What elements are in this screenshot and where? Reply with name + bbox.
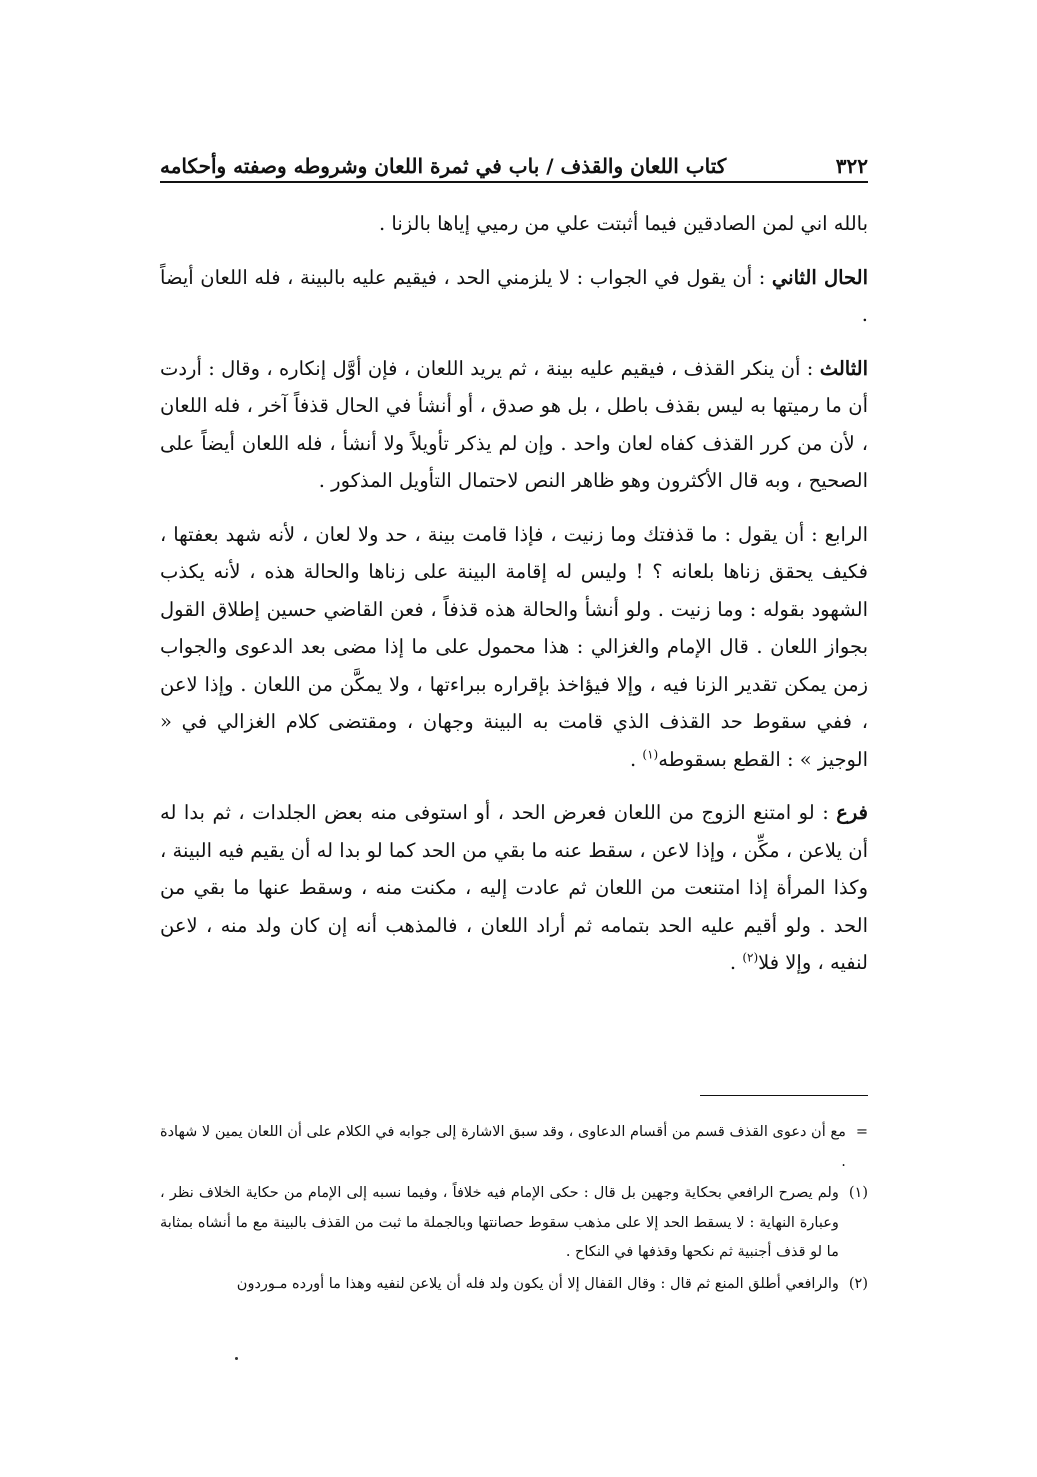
- paragraph-branch: [160, 794, 868, 982]
- paragraph-third-case: [160, 350, 868, 500]
- footnote-continued: [160, 1118, 868, 1177]
- paragraph-fourth-case: [160, 516, 868, 779]
- paragraph-text: الرابع : أن يقول : ما قذفتك وما زنيت ، فإذا قامت بينة ، حد ولا لعان ، لأنه شهد بعفتها ، فكيف يحقق زناها بلعانه ؟ ! وليس له إقامة البينة على زناها والحالة هذه ، لأنه يكذب الشهود بقوله : وما زنيت . ولو أنشأ والحالة هذه قذفاً ، فعن القاضي حسين إطلاق القول بجواز اللعان . قال الإمام والغزالي : هذا محمول على ما إذا مضى بعد الدعوى والجواب زمن يمكن تقدير الزنا فيه ، وإلا فيؤاخذ بإقراره ببراءتها ، ولا يمكَّن من اللعان . وإذا لاعن ، ففي سقوط حد القذف الذي قامت به البينة وجهان ، ومقتضى كلام الغزالي في « الوجيز » : القطع بسقوطه: [160, 522, 868, 771]
- footnote-ref-1: (١): [642, 747, 659, 761]
- paragraph-heading: فرع: [836, 801, 868, 824]
- footnote-text: مع أن دعوى القذف قسم من أقسام الدعاوى ، وقد سبق الاشارة إلى جوابه في الكلام على أن اللعان يمين لا شهادة .: [160, 1124, 846, 1170]
- footnote-divider: [700, 1095, 868, 1096]
- paragraph-heading: الحال الثاني: [771, 265, 868, 289]
- footnote-ref-2: (٢): [742, 950, 759, 965]
- footnotes: [160, 1118, 868, 1301]
- footnote-text: ولم يصرح الرافعي بحكاية وجهين بل قال : حكى الإمام فيه خلافاً ، وفيما نسبه إلى الإمام من حكاية الخلاف نظر ، وعبارة النهاية : لا يسقط الحد إلا على مذهب سقوط حصانتها وبالجملة ما ثبت من القذف بالبينة مع ما أنشاه بمثابة ما لو قذف أجنبية ثم نكحها وقذفها في النكاح .: [160, 1185, 839, 1260]
- paragraph-text: : لو امتنع الزوج من اللعان فعرض الحد ، أو استوفى منه بعض الجلدات ، ثم بدا له أن يلاعن ، مكِّن ، وإذا لاعن ، سقط عنه ما بقي من الحد كما لو بدا له أن يقيم فيه البينة ، وكذا المرأة إذا امتنعت من اللعان ثم عادت إليه ، مكنت منه ، وسقط عنها ما بقي من الحد . ولو أقيم عليه الحد بتمامه ثم أراد اللعان ، فالمذهب أنه إن كان ولد منه ، لاعن لنفيه ، وإلا فلا: [160, 801, 868, 974]
- main-text: [160, 205, 868, 998]
- footnote-text: والرافعي أطلق المنع ثم قال : وقال القفال إلا أن يكون ولد فله أن يلاعن لنفيه وهذا ما أورده مـوردون: [236, 1275, 839, 1292]
- footnote-marker: (١): [848, 1185, 868, 1201]
- footnote-2: [160, 1270, 868, 1300]
- footnote-marker: =: [855, 1124, 868, 1140]
- running-title: كتاب اللعان والقذف / باب في ثمرة اللعان وشروطه وصفته وأحكامه: [160, 154, 727, 178]
- paragraph-oath: [160, 205, 868, 243]
- page-number: ٣٢٢: [835, 154, 868, 178]
- paragraph-end: .: [630, 747, 643, 771]
- paragraph-end: .: [729, 951, 743, 974]
- page-header: [160, 138, 868, 178]
- paragraph-text: : أن يقول في الجواب : لا يلزمني الحد ، فيقيم عليه بالبينة ، فله اللعان أيضاً .: [160, 265, 868, 326]
- paragraph-heading: الثالث: [819, 356, 868, 380]
- footnote-1: [160, 1179, 868, 1268]
- header-divider: [160, 181, 868, 183]
- paragraph-second-case: [160, 259, 868, 334]
- footnote-marker: (٢): [848, 1275, 868, 1292]
- paragraph-text: : أن ينكر القذف ، فيقيم عليه بينة ، ثم يريد اللعان ، فإن أوَّل إنكاره ، وقال : أردت أن ما رميتها به ليس بقذف باطل ، بل هو صدق ، أو أنشأ في الحال قذفاً آخر ، فله اللعان ، لأن من كرر القذف كفاه لعان واحد . وإن لم يذكر تأويلاً ولا أنشأ ، فله اللعان أيضاً على الصحيح ، وبه قال الأكثرون وهو ظاهر النص لاحتمال التأويل المذكور .: [160, 356, 868, 492]
- paragraph-text: بالله اني لمن الصادقين فيما أثبتت علي من رميي إياها بالزنا .: [379, 212, 868, 235]
- scan-speck: [235, 1357, 238, 1360]
